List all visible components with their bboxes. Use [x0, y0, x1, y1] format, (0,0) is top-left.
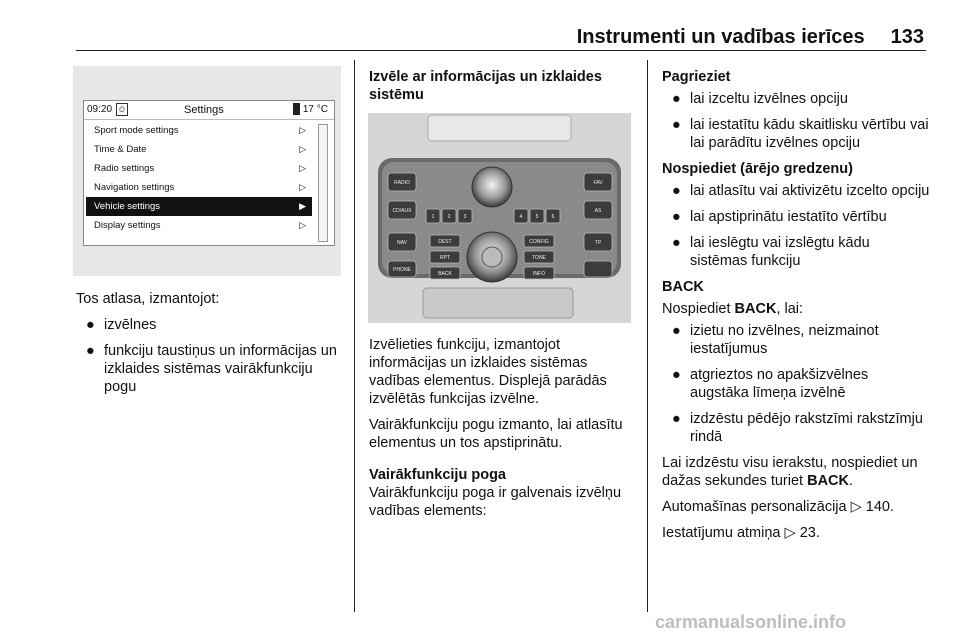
chevron-right-icon: ▷	[299, 144, 306, 154]
back-intro-suffix: , lai:	[776, 301, 804, 317]
bullet-text: lai izceltu izvēlnes opciju	[690, 91, 848, 107]
turn-heading: Pagrieziet	[662, 69, 731, 85]
col1-intro: Tos atlasa, izmantojot:	[76, 291, 220, 307]
subheading: Vairākfunkciju poga	[369, 467, 506, 483]
cross-reference[interactable]	[662, 498, 930, 516]
chevron-right-icon: ▷	[299, 125, 306, 135]
thermometer-icon	[293, 103, 300, 115]
bullet-text: funkciju taustiņus un informācijas un izklaides sistēmas vairākfunkciju pogu	[104, 343, 337, 395]
infotainment-panel-figure	[368, 113, 631, 323]
bullet-text: lai apstiprinātu iestatīto vērtību	[690, 209, 887, 225]
column-divider	[354, 60, 355, 612]
preset-label: 6	[551, 214, 555, 220]
chevron-right-icon: ▷	[299, 220, 306, 230]
bullet-text: izdzēstu pēdējo rakstzīmi rakstzīmju rindā	[690, 411, 923, 445]
col2-paragraph: Vairākfunkciju pogu izmanto, lai atlasītu elementus un tos apstiprinātu.	[369, 417, 623, 451]
clear-suffix: .	[848, 473, 854, 489]
bullet-text: izvēlnes	[104, 317, 157, 333]
reference-text: Iestatījumu atmiņa	[662, 525, 781, 541]
settings-menu-list	[86, 121, 312, 235]
header-title: Instrumenti un vadības ierīces	[576, 26, 865, 48]
list-item	[662, 182, 930, 200]
list-item	[76, 342, 344, 396]
bullet-icon: ●	[86, 317, 95, 333]
col2-paragraph: Vairākfunkciju poga ir galvenais izvēlņu vadības elements:	[369, 485, 622, 519]
page-ref-icon: ▷	[784, 525, 796, 541]
bullet-icon: ●	[672, 209, 681, 225]
menu-item-label: Sport mode settings	[94, 125, 179, 136]
preset-label: 5	[535, 214, 539, 220]
header-rule	[76, 50, 926, 51]
back-keyword: BACK	[734, 301, 777, 317]
config-button-label: CONFIG	[529, 239, 549, 245]
bullet-icon: ●	[672, 235, 681, 251]
menu-item-sport-mode[interactable]	[86, 121, 312, 140]
page-number: 133	[890, 26, 924, 48]
bullet-icon: ●	[672, 117, 681, 133]
list-item	[662, 90, 930, 108]
tone-button-label: TONE	[532, 255, 546, 261]
infotainment-panel-drawing	[368, 113, 631, 323]
bullet-icon: ●	[672, 411, 681, 427]
phone-button-label: PHONE	[393, 267, 411, 273]
list-item	[662, 208, 930, 226]
fav-button-label: FAV	[593, 180, 603, 186]
column-2	[369, 336, 637, 528]
menu-item-label: Time & Date	[94, 144, 147, 155]
list-item	[662, 322, 930, 358]
bullet-icon: ●	[672, 367, 681, 383]
column-divider	[647, 60, 648, 612]
back-intro-text: Nospiediet	[662, 301, 735, 317]
preset-label: 1	[431, 214, 435, 220]
preset-label: 3	[463, 214, 467, 220]
back-keyword: BACK	[807, 473, 849, 489]
preset-label: 2	[447, 214, 451, 220]
section-heading: Izvēle ar informācijas un izklaides sistēmu	[369, 69, 602, 103]
reference-page: 140.	[865, 499, 895, 515]
back-button-label: BACK	[438, 271, 452, 277]
menu-item-display[interactable]	[86, 216, 312, 235]
column-3	[662, 68, 930, 550]
bullet-text: atgrieztos no apakšizvēlnes augstāka līmeņa izvēlnē	[690, 367, 869, 401]
dest-button-label: DEST	[438, 239, 452, 245]
bullet-text: lai atlasītu vai aktivizētu izcelto opciju	[690, 183, 930, 199]
back-intro	[662, 300, 930, 318]
bullet-icon: ●	[86, 343, 95, 359]
chevron-right-icon: ▷	[299, 163, 306, 173]
chevron-right-icon: ▷	[299, 182, 306, 192]
bullet-text: lai iestatītu kādu skaitlisku vērtību vai lai parādītu izvēlnes opciju	[690, 117, 929, 151]
menu-item-navigation[interactable]	[86, 178, 312, 197]
cd-aux-button-label: CD/AUX	[392, 208, 412, 214]
screen-title: Settings	[184, 104, 224, 116]
menu-item-vehicle[interactable]	[86, 197, 312, 216]
back-heading: BACK	[662, 279, 704, 295]
list-item	[662, 366, 930, 402]
settings-screen	[83, 100, 335, 246]
info-button-label: INFO	[533, 271, 545, 277]
list-item	[662, 234, 930, 270]
clear-text: Lai izdzēstu visu ierakstu, nospiediet un dažas sekundes turiet	[662, 455, 918, 489]
cross-reference[interactable]	[662, 524, 930, 542]
screen-time: 09:20	[87, 104, 113, 115]
menu-item-label: Display settings	[94, 220, 161, 231]
list-item	[662, 410, 930, 446]
menu-item-label: Radio settings	[94, 163, 155, 174]
nav-button-label: NAV	[397, 240, 407, 246]
list-item	[76, 316, 344, 334]
clear-paragraph	[662, 454, 930, 490]
chevron-right-icon: ▶	[299, 201, 306, 211]
screen-status-bar	[84, 101, 334, 120]
page-header	[577, 26, 924, 49]
bullet-text: izietu no izvēlnes, neizmainot iestatījumus	[690, 323, 879, 357]
bullet-icon: ●	[672, 91, 681, 107]
list-item	[662, 116, 930, 152]
as-button-label: AS	[594, 208, 602, 214]
reference-page: 23.	[799, 525, 820, 541]
preset-label: 4	[519, 214, 523, 220]
radio-button-label: RADIO	[394, 180, 410, 186]
settings-screen-figure	[73, 66, 341, 276]
clock-icon: ⏲	[116, 103, 128, 116]
screen-scrollbar[interactable]	[318, 124, 328, 242]
column-1	[76, 290, 344, 404]
reference-text: Automašīnas personalizācija	[662, 499, 847, 515]
menu-item-radio[interactable]	[86, 159, 312, 178]
page-ref-icon: ▷	[850, 499, 862, 515]
menu-item-label: Vehicle settings	[94, 201, 161, 212]
col2-paragraph: Izvēlieties funkciju, izmantojot informācijas un izklaides sistēmas vadības elementus. Displejā parādās izvēlētās funkcijas izvēlne.	[369, 337, 607, 407]
rpt-button-label: RPT	[440, 255, 450, 261]
tp-button-label: TP	[594, 240, 602, 246]
bullet-icon: ●	[672, 323, 681, 339]
menu-item-label: Navigation settings	[94, 182, 175, 193]
watermark: carmanualsonline.info	[655, 612, 847, 632]
press-heading: Nospiediet (ārējo gredzenu)	[662, 161, 853, 177]
bullet-icon: ●	[672, 183, 681, 199]
screen-temperature: 17 °C	[302, 104, 328, 115]
column-2-heading	[369, 68, 637, 112]
bullet-text: lai ieslēgtu vai izslēgtu kādu sistēmas funkciju	[690, 235, 870, 269]
menu-item-time-date[interactable]	[86, 140, 312, 159]
